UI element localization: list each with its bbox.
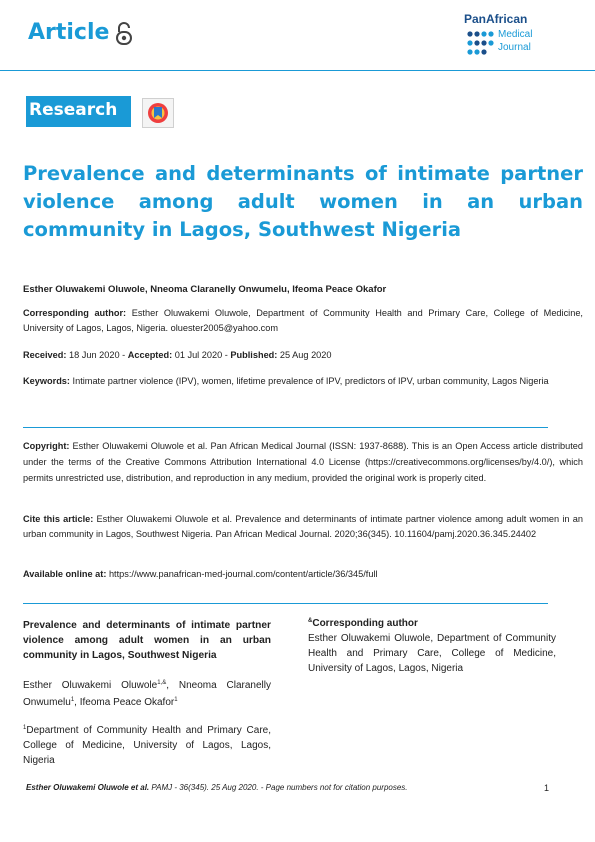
header-divider	[0, 70, 595, 71]
section-divider	[23, 603, 548, 604]
column-article-title: Prevalence and determinants of intimate partner violence among adult women in an urban community in Lagos, Southwest Nigeria	[23, 620, 271, 661]
left-column	[23, 618, 271, 768]
author-name: Esther Oluwakemi Oluwole	[23, 680, 158, 691]
copyright-notice	[23, 438, 583, 486]
received-date: 18 Jun 2020	[66, 350, 120, 360]
logo-dots-icon	[466, 30, 494, 56]
article-label: Article	[28, 20, 110, 45]
column-author-list	[23, 676, 271, 710]
received-label: Received:	[23, 350, 67, 360]
page-number: 1	[544, 783, 550, 793]
author-superscript: 1	[70, 697, 75, 703]
author-name: , Ifeoma Peace Okafor	[74, 697, 175, 708]
crossmark-icon[interactable]	[142, 98, 174, 128]
copyright-label: Copyright:	[23, 441, 70, 451]
accepted-date: 01 Jul 2020	[172, 350, 223, 360]
cite-label: Cite this article:	[23, 514, 94, 524]
section-divider	[23, 427, 548, 428]
corresponding-author-heading	[308, 614, 556, 631]
page-footer	[26, 783, 408, 792]
keywords-text: Intimate partner violence (IPV), women, lifetime prevalence of IPV, predictors of IPV, urban community, Lagos Nigeria	[69, 376, 549, 386]
published-label: Published:	[230, 350, 278, 360]
right-column	[308, 614, 556, 676]
available-online	[23, 567, 583, 582]
corresponding-author	[23, 306, 583, 336]
footer-citation: PAMJ - 36(345). 25 Aug 2020. - Page numbers not for citation purposes.	[149, 783, 408, 792]
author-superscript: 1	[174, 697, 178, 703]
affiliation-text: Department of Community Health and Primary Care, College of Medicine, University of Lagos, Lagos, Nigeria	[23, 725, 271, 766]
author-superscript: 1,&	[157, 680, 167, 686]
published-date: 25 Aug 2020	[277, 350, 332, 360]
article-dates: Received: 18 Jun 2020 - Accepted: 01 Jul 2020 - Published: 25 Aug 2020	[23, 350, 332, 360]
copyright-text: Esther Oluwakemi Oluwole et al. Pan African Medical Journal (ISSN: 1937-8688). This is an Open Access article distributed under the terms of the Creative Commons Attribution International 4.0 License (https://creativecommons.org/licenses/by/4.0/), which permits unrestricted use, distribution, and reproduction in any medium, provided the original work is properly cited.	[23, 441, 583, 483]
journal-logo[interactable]	[464, 12, 548, 58]
logo-line-journal: Journal	[498, 42, 531, 53]
logo-line-medical: Medical	[498, 29, 533, 40]
corresponding-text: Esther Oluwakemi Oluwole, Department of Community Health and Primary Care, College of Medicine, University of Lagos, Lagos, Nigeria. oluester2005@yahoo.com	[23, 308, 583, 333]
section-badge: Research	[26, 96, 131, 127]
citation	[23, 512, 583, 542]
corresponding-superscript: &	[308, 618, 313, 624]
corresponding-author-details: Esther Oluwakemi Oluwole, Department of Community Health and Primary Care, College of Medicine, University of Lagos, Lagos, Nigeria	[308, 633, 556, 674]
crossmark-logo-icon	[147, 102, 169, 124]
article-title: Prevalence and determinants of intimate partner violence among adult women in an urban community in Lagos, Southwest Nigeria	[23, 162, 583, 241]
open-access-lock-icon	[115, 21, 133, 45]
cite-text: Esther Oluwakemi Oluwole et al. Prevalence and determinants of intimate partner violence among adult women in an urban community in Lagos, Southwest Nigeria. Pan African Medical Journal. 2020;36(345). 10.11604/pamj.2020.36.345.24402	[23, 514, 583, 539]
corresponding-label: Corresponding author:	[23, 308, 127, 318]
footer-authors: Esther Oluwakemi Oluwole et al.	[26, 783, 150, 792]
logo-name: PanAfrican	[464, 12, 528, 26]
online-link[interactable]: https://www.panafrican-med-journal.com/content/article/36/345/full	[106, 569, 378, 579]
keywords	[23, 374, 583, 389]
author-list: Esther Oluwakemi Oluwole, Nneoma Claranelly Onwumelu, Ifeoma Peace Okafor	[23, 284, 387, 295]
online-label: Available online at:	[23, 569, 107, 579]
author-name: , Nneoma Claranelly Onwumelu	[23, 680, 271, 708]
corresponding-heading-text: Corresponding author	[312, 618, 418, 629]
affiliation-superscript: 1	[23, 725, 27, 731]
accepted-label: Accepted:	[127, 350, 173, 360]
affiliation	[23, 721, 271, 768]
keywords-label: Keywords:	[23, 376, 70, 386]
article-type-header	[28, 20, 133, 45]
